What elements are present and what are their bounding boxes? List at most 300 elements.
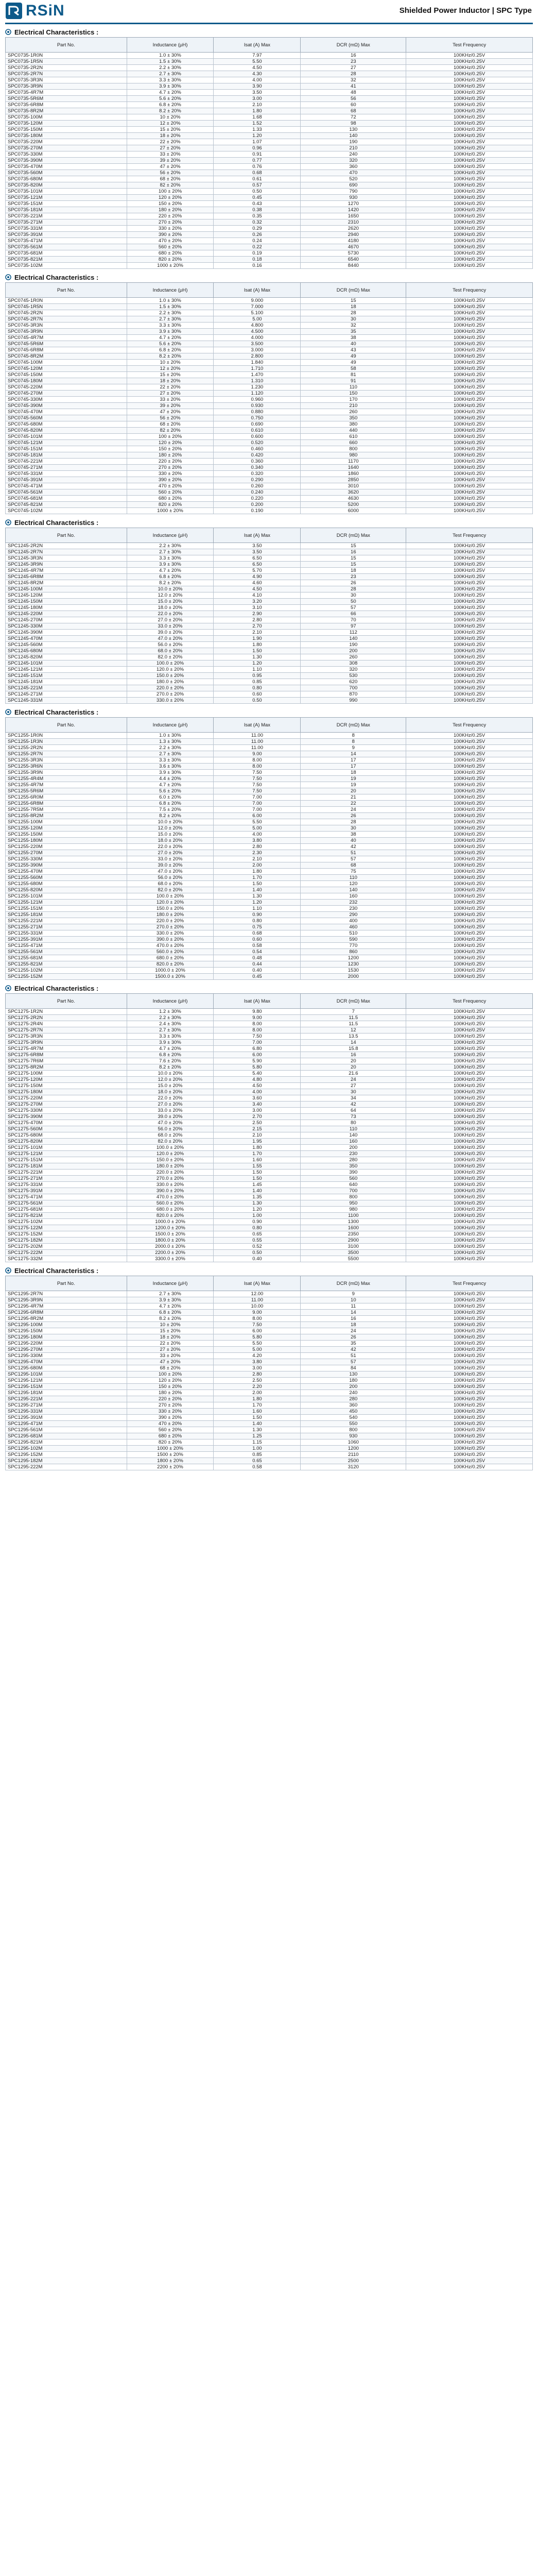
table-row [6,679,533,685]
table-row [6,654,533,660]
cell-part-no: SPC1275-271M [6,1176,127,1182]
cell-test-frequency: 100KHz/0.25V [406,623,533,630]
cell-isat: 1.30 [214,1200,301,1207]
cell-inductance: 18.0 ± 20% [127,1089,214,1095]
table-row [6,397,533,403]
cell-inductance: 22 ± 20% [127,139,214,145]
cell-test-frequency: 100KHz/0.25V [406,555,533,562]
table-row [6,1176,533,1182]
cell-isat: 1.120 [214,391,301,397]
cell-inductance: 1800.0 ± 20% [127,1238,214,1244]
section-bullet-icon [5,274,11,280]
table-row [6,1334,533,1341]
table-row [6,1353,533,1359]
cell-isat: 0.68 [214,170,301,176]
cell-dcr: 58 [301,366,406,372]
cell-test-frequency: 100KHz/0.25V [406,1427,533,1433]
cell-inductance: 180.0 ± 20% [127,1163,214,1170]
cell-dcr: 790 [301,189,406,195]
cell-dcr: 190 [301,642,406,648]
table-row [6,592,533,599]
column-header-part-no: Part No. [6,994,127,1009]
cell-inductance: 33 ± 20% [127,397,214,403]
cell-part-no: SPC1245-8R2M [6,580,127,586]
cell-inductance: 15 ± 20% [127,127,214,133]
cell-dcr: 200 [301,1384,406,1390]
cell-part-no: SPC1275-121M [6,1151,127,1157]
cell-inductance: 82 ± 20% [127,428,214,434]
cell-inductance: 15 ± 20% [127,372,214,378]
cell-inductance: 10 ± 20% [127,1322,214,1328]
cell-isat: 1.80 [214,108,301,114]
cell-inductance: 18 ± 20% [127,1334,214,1341]
cell-dcr: 4630 [301,496,406,502]
cell-test-frequency: 100KHz/0.25V [406,1213,533,1219]
cell-isat: 3.80 [214,1359,301,1365]
cell-inductance: 10.0 ± 20% [127,586,214,592]
cell-part-no: SPC0745-271M [6,465,127,471]
document-title: Shielded Power Inductor | SPC Type [399,6,532,15]
cell-test-frequency: 100KHz/0.25V [406,636,533,642]
cell-dcr: 60 [301,102,406,108]
cell-test-frequency: 100KHz/0.25V [406,592,533,599]
cell-isat: 1.60 [214,1157,301,1163]
cell-isat: 1.70 [214,1151,301,1157]
table-row [6,1384,533,1390]
cell-isat: 2.80 [214,844,301,850]
cell-part-no: SPC1295-4R7M [6,1303,127,1310]
cell-dcr: 11.5 [301,1015,406,1021]
cell-dcr: 210 [301,403,406,409]
cell-test-frequency: 100KHz/0.25V [406,691,533,698]
cell-inductance: 8.2 ± 20% [127,580,214,586]
cell-part-no: SPC1295-150M [6,1328,127,1334]
cell-isat: 4.50 [214,1083,301,1089]
cell-inductance: 6.8 ± 20% [127,1310,214,1316]
cell-dcr: 8 [301,739,406,745]
cell-test-frequency: 100KHz/0.25V [406,1219,533,1225]
table-row [6,930,533,937]
column-header-inductance: Inductance (μH) [127,38,214,53]
cell-isat: 8.00 [214,1027,301,1033]
cell-dcr: 20 [301,788,406,794]
cell-part-no: SPC0745-102M [6,508,127,514]
cell-test-frequency: 100KHz/0.25V [406,825,533,832]
cell-isat: 4.80 [214,1077,301,1083]
cell-test-frequency: 100KHz/0.25V [406,397,533,403]
cell-isat: 0.19 [214,250,301,257]
cell-inductance: 1000 ± 20% [127,1446,214,1452]
cell-dcr: 7 [301,1009,406,1015]
cell-dcr: 40 [301,341,406,347]
cell-part-no: SPC1295-270M [6,1347,127,1353]
cell-isat: 0.85 [214,679,301,685]
cell-inductance: 390 ± 20% [127,232,214,238]
cell-isat: 8.00 [214,757,301,764]
table-row [6,549,533,555]
cell-isat: 0.930 [214,403,301,409]
cell-isat: 1.50 [214,1170,301,1176]
cell-inductance: 820 ± 20% [127,502,214,508]
table-row [6,304,533,310]
cell-dcr: 9 [301,745,406,751]
cell-inductance: 560 ± 20% [127,1427,214,1433]
cell-inductance: 68.0 ± 20% [127,1132,214,1139]
cell-isat: 5.50 [214,59,301,65]
cell-dcr: 20 [301,1064,406,1071]
cell-inductance: 56.0 ± 20% [127,875,214,881]
table-row [6,924,533,930]
cell-dcr: 360 [301,1402,406,1409]
column-header-part-no: Part No. [6,38,127,53]
cell-isat: 0.22 [214,244,301,250]
cell-isat: 7.50 [214,776,301,782]
table-row [6,574,533,580]
cell-isat: 1.33 [214,127,301,133]
cell-inductance: 6.8 ± 20% [127,347,214,353]
cell-isat: 0.38 [214,207,301,213]
cell-part-no: SPC1255-391M [6,937,127,943]
cell-inductance: 2.7 ± 30% [127,1291,214,1297]
table-row [6,1225,533,1231]
cell-part-no: SPC1295-152M [6,1452,127,1458]
column-header-test-frequency: Test Frequency [406,994,533,1009]
cell-dcr: 1230 [301,961,406,968]
table-row [6,195,533,201]
cell-dcr: 660 [301,440,406,446]
cell-isat: 0.65 [214,1458,301,1464]
cell-inductance: 330 ± 20% [127,471,214,477]
cell-test-frequency: 100KHz/0.25V [406,1040,533,1046]
cell-isat: 0.96 [214,145,301,151]
cell-isat: 0.61 [214,176,301,182]
cell-test-frequency: 100KHz/0.25V [406,1009,533,1015]
table-row [6,1163,533,1170]
table-row [6,955,533,961]
table-row [6,483,533,489]
cell-isat: 11.00 [214,745,301,751]
table-row [6,384,533,391]
cell-dcr: 49 [301,353,406,360]
cell-part-no: SPC0745-121M [6,440,127,446]
column-header-dcr: DCR (mΩ) Max [301,528,406,543]
cell-dcr: 51 [301,850,406,856]
cell-inductance: 7.6 ± 20% [127,1058,214,1064]
cell-inductance: 330.0 ± 20% [127,698,214,704]
table-row [6,502,533,508]
cell-test-frequency: 100KHz/0.25V [406,102,533,108]
cell-part-no: SPC1295-3R9N [6,1297,127,1303]
cell-isat: 1.310 [214,378,301,384]
cell-inductance: 120.0 ± 20% [127,667,214,673]
cell-test-frequency: 100KHz/0.25V [406,739,533,745]
section-heading-text: Electrical Characteristics : [14,1266,99,1275]
cell-dcr: 360 [301,164,406,170]
cell-inductance: 12 ± 20% [127,366,214,372]
cell-isat: 0.24 [214,238,301,244]
table-row [6,630,533,636]
cell-inductance: 3.9 ± 30% [127,329,214,335]
column-header-inductance: Inductance (μH) [127,718,214,733]
cell-part-no: SPC1275-221M [6,1170,127,1176]
cell-isat: 3.80 [214,838,301,844]
table-row [6,65,533,71]
table-row [6,1188,533,1194]
cell-isat: 2.15 [214,1126,301,1132]
spec-table [5,282,533,514]
table-row [6,1421,533,1427]
cell-isat: 11.00 [214,733,301,739]
cell-test-frequency: 100KHz/0.25V [406,257,533,263]
cell-isat: 7.50 [214,1322,301,1328]
table-row [6,83,533,90]
table-row [6,543,533,549]
cell-isat: 7.00 [214,794,301,801]
cell-test-frequency: 100KHz/0.25V [406,238,533,244]
table-row [6,764,533,770]
cell-part-no: SPC1255-560M [6,875,127,881]
cell-dcr: 1200 [301,955,406,961]
cell-inductance: 820.0 ± 20% [127,961,214,968]
cell-part-no: SPC1255-221M [6,918,127,924]
cell-dcr: 18 [301,1322,406,1328]
table-row [6,776,533,782]
cell-dcr: 28 [301,71,406,77]
cell-isat: 5.90 [214,1058,301,1064]
cell-isat: 0.460 [214,446,301,452]
cell-isat: 1.15 [214,1439,301,1446]
cell-isat: 0.290 [214,477,301,483]
cell-part-no: SPC1245-6R8M [6,574,127,580]
cell-part-no: SPC0745-821M [6,502,127,508]
cell-inductance: 6.0 ± 20% [127,794,214,801]
cell-part-no: SPC0735-8R2M [6,108,127,114]
cell-isat: 2.80 [214,617,301,623]
cell-isat: 0.76 [214,164,301,170]
cell-isat: 2.10 [214,1132,301,1139]
cell-isat: 0.90 [214,912,301,918]
column-header-isat: Isat (A) Max [214,718,301,733]
cell-inductance: 270 ± 20% [127,219,214,226]
cell-test-frequency: 100KHz/0.25V [406,164,533,170]
cell-test-frequency: 100KHz/0.25V [406,1058,533,1064]
cell-test-frequency: 100KHz/0.25V [406,496,533,502]
cell-isat: 3.50 [214,549,301,555]
cell-isat: 1.710 [214,366,301,372]
table-row [6,1083,533,1089]
cell-inductance: 390 ± 20% [127,477,214,483]
cell-isat: 7.000 [214,304,301,310]
cell-part-no: SPC1275-680M [6,1132,127,1139]
cell-part-no: SPC1275-102M [6,1219,127,1225]
cell-test-frequency: 100KHz/0.25V [406,813,533,819]
cell-isat: 1.20 [214,660,301,667]
cell-part-no: SPC1275-821M [6,1213,127,1219]
cell-part-no: SPC1255-102M [6,968,127,974]
cell-inductance: 2200.0 ± 20% [127,1250,214,1256]
table-row [6,176,533,182]
cell-dcr: 23 [301,574,406,580]
cell-test-frequency: 100KHz/0.25V [406,403,533,409]
cell-inductance: 100.0 ± 20% [127,1145,214,1151]
cell-part-no: SPC0735-101M [6,189,127,195]
cell-test-frequency: 100KHz/0.25V [406,121,533,127]
cell-part-no: SPC1295-180M [6,1334,127,1341]
cell-test-frequency: 100KHz/0.25V [406,1396,533,1402]
column-header-dcr: DCR (mΩ) Max [301,718,406,733]
cell-inductance: 56 ± 20% [127,170,214,176]
column-header-isat: Isat (A) Max [214,283,301,298]
cell-inductance: 180.0 ± 20% [127,912,214,918]
cell-part-no: SPC1255-220M [6,844,127,850]
cell-inductance: 100.0 ± 20% [127,660,214,667]
cell-dcr: 30 [301,592,406,599]
cell-test-frequency: 100KHz/0.25V [406,1200,533,1207]
cell-dcr: 160 [301,893,406,900]
cell-test-frequency: 100KHz/0.25V [406,906,533,912]
cell-part-no: SPC0735-4R7M [6,90,127,96]
cell-inductance: 220 ± 20% [127,1396,214,1402]
cell-part-no: SPC1275-2R2N [6,1015,127,1021]
cell-dcr: 49 [301,360,406,366]
table-row [6,189,533,195]
table-row [6,555,533,562]
cell-part-no: SPC1295-220M [6,1341,127,1347]
cell-test-frequency: 100KHz/0.25V [406,1170,533,1176]
cell-test-frequency: 100KHz/0.25V [406,1384,533,1390]
cell-inductance: 6.8 ± 20% [127,1052,214,1058]
cell-test-frequency: 100KHz/0.25V [406,483,533,489]
cell-test-frequency: 100KHz/0.25V [406,1464,533,1470]
cell-isat: 0.40 [214,1256,301,1262]
cell-dcr: 550 [301,1421,406,1427]
table-row [6,862,533,869]
cell-dcr: 75 [301,869,406,875]
cell-test-frequency: 100KHz/0.25V [406,611,533,617]
cell-dcr: 27 [301,1083,406,1089]
cell-test-frequency: 100KHz/0.25V [406,263,533,269]
table-row [6,238,533,244]
cell-dcr: 57 [301,856,406,862]
column-header-dcr: DCR (mΩ) Max [301,38,406,53]
cell-isat: 1.40 [214,1421,301,1427]
cell-inductance: 1800 ± 20% [127,1458,214,1464]
cell-isat: 1.90 [214,636,301,642]
table-row [6,1157,533,1163]
cell-test-frequency: 100KHz/0.25V [406,1446,533,1452]
cell-test-frequency: 100KHz/0.25V [406,667,533,673]
table-row [6,121,533,127]
cell-inductance: 39.0 ± 20% [127,862,214,869]
cell-inductance: 330 ± 20% [127,1409,214,1415]
cell-inductance: 150.0 ± 20% [127,906,214,912]
cell-part-no: SPC1255-390M [6,862,127,869]
table-row [6,114,533,121]
cell-inductance: 3.3 ± 30% [127,1033,214,1040]
cell-isat: 8.00 [214,764,301,770]
cell-part-no: SPC1245-560M [6,642,127,648]
cell-isat: 4.20 [214,1353,301,1359]
cell-inductance: 680 ± 20% [127,1433,214,1439]
cell-test-frequency: 100KHz/0.25V [406,1095,533,1101]
cell-isat: 1.07 [214,139,301,145]
cell-test-frequency: 100KHz/0.25V [406,90,533,96]
table-row [6,77,533,83]
cell-test-frequency: 100KHz/0.25V [406,918,533,924]
cell-inductance: 39.0 ± 20% [127,1114,214,1120]
cell-isat: 0.48 [214,955,301,961]
cell-dcr: 240 [301,1390,406,1396]
cell-inductance: 3.3 ± 30% [127,555,214,562]
cell-inductance: 27.0 ± 20% [127,617,214,623]
cell-isat: 1.30 [214,1427,301,1433]
cell-isat: 1.840 [214,360,301,366]
cell-isat: 4.30 [214,71,301,77]
cell-isat: 3.500 [214,341,301,347]
cell-isat: 7.50 [214,788,301,794]
cell-test-frequency: 100KHz/0.25V [406,648,533,654]
cell-isat: 1.35 [214,1194,301,1200]
cell-test-frequency: 100KHz/0.25V [406,108,533,114]
table-row [6,323,533,329]
cell-inductance: 22 ± 20% [127,1341,214,1347]
cell-inductance: 47.0 ± 20% [127,869,214,875]
cell-test-frequency: 100KHz/0.25V [406,415,533,421]
cell-isat: 4.50 [214,586,301,592]
section-heading [5,1265,533,1276]
cell-part-no: SPC0735-681M [6,250,127,257]
cell-test-frequency: 100KHz/0.25V [406,1083,533,1089]
table-row [6,145,533,151]
cell-test-frequency: 100KHz/0.25V [406,440,533,446]
cell-dcr: 390 [301,1170,406,1176]
table-row [6,1341,533,1347]
cell-isat: 1.30 [214,893,301,900]
cell-test-frequency: 100KHz/0.25V [406,949,533,955]
cell-isat: 1.95 [214,1139,301,1145]
cell-test-frequency: 100KHz/0.25V [406,139,533,145]
column-header-part-no: Part No. [6,283,127,298]
cell-dcr: 98 [301,121,406,127]
cell-inductance: 2200 ± 20% [127,1464,214,1470]
cell-inductance: 2.7 ± 30% [127,71,214,77]
cell-dcr: 770 [301,943,406,949]
cell-isat: 0.58 [214,943,301,949]
table-row [6,127,533,133]
cell-test-frequency: 100KHz/0.25V [406,937,533,943]
cell-isat: 0.50 [214,1250,301,1256]
table-row [6,139,533,145]
cell-dcr: 260 [301,654,406,660]
table-row [6,1027,533,1033]
cell-inductance: 4.7 ± 20% [127,782,214,788]
cell-part-no: SPC1275-681M [6,1207,127,1213]
cell-dcr: 990 [301,698,406,704]
cell-test-frequency: 100KHz/0.25V [406,838,533,844]
table-header-row [6,38,533,53]
cell-isat: 0.50 [214,189,301,195]
cell-part-no: SPC0745-390M [6,403,127,409]
cell-inductance: 560.0 ± 20% [127,949,214,955]
cell-inductance: 3.9 ± 30% [127,1040,214,1046]
cell-part-no: SPC0735-471M [6,238,127,244]
brand-name: RSiN [26,2,65,19]
table-header-row [6,718,533,733]
cell-isat: 0.750 [214,415,301,421]
cell-test-frequency: 100KHz/0.25V [406,1071,533,1077]
cell-dcr: 28 [301,310,406,316]
table-row [6,599,533,605]
